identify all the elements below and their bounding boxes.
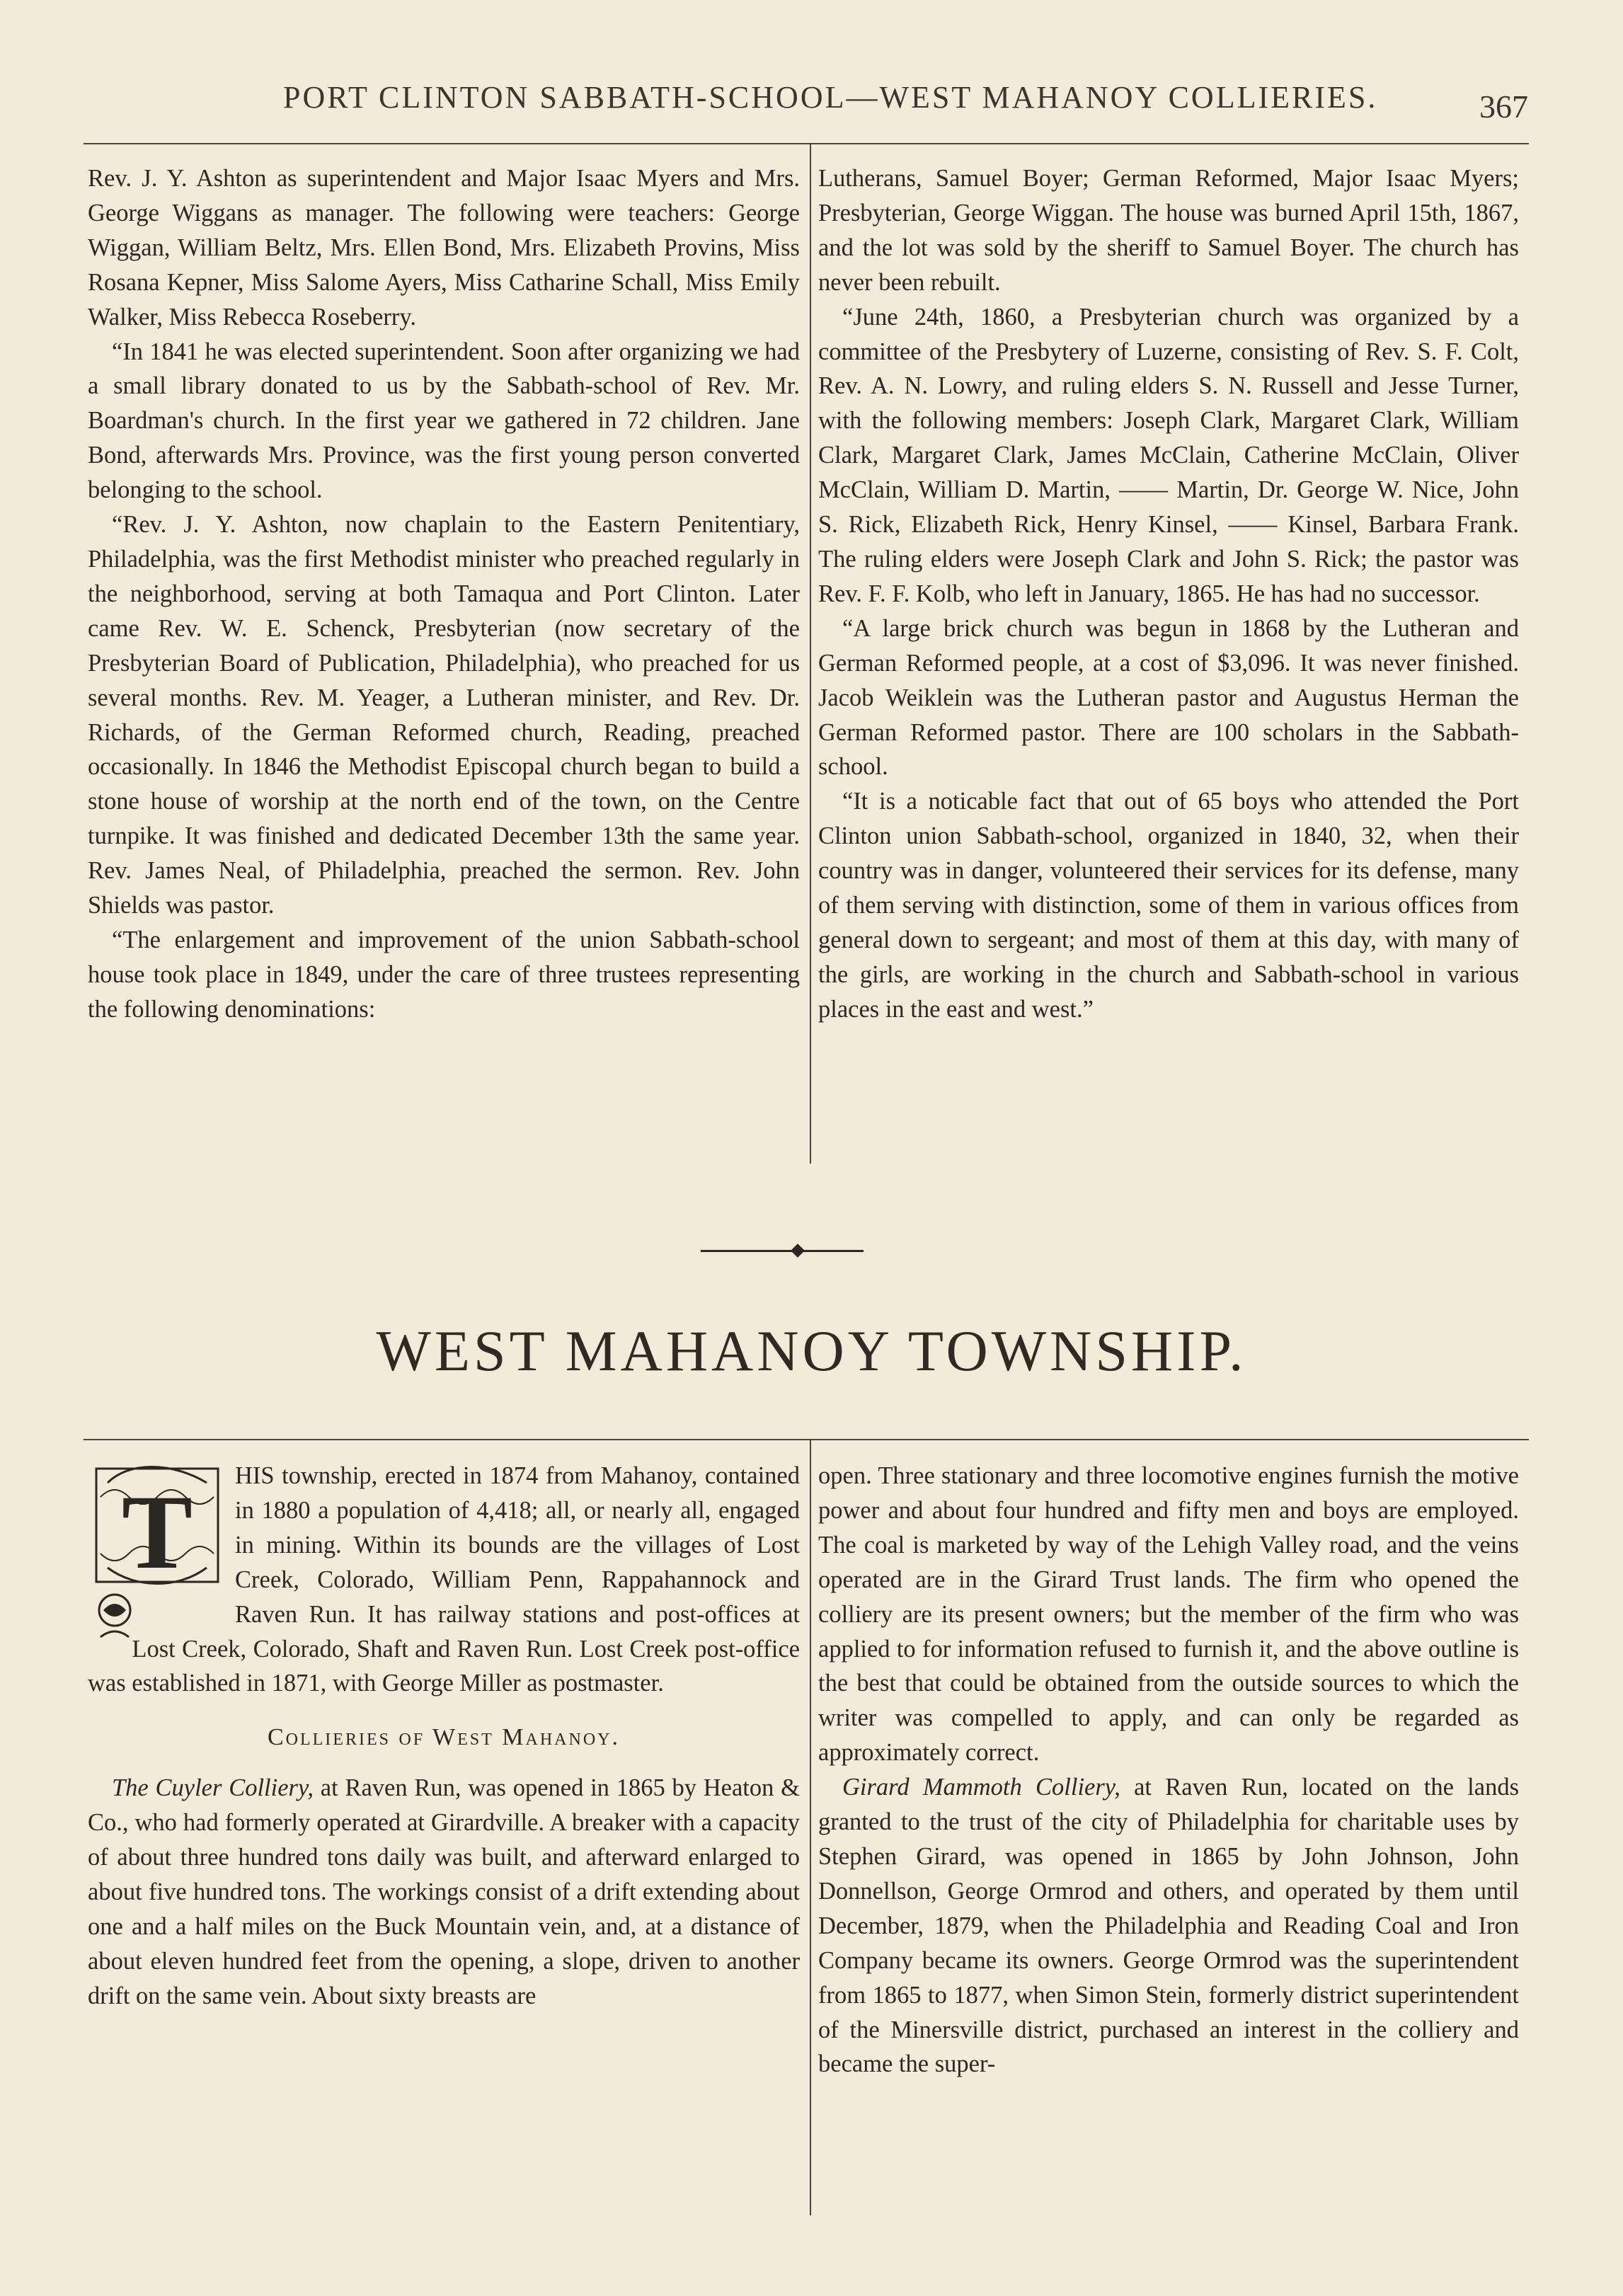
paragraph-text: at Raven Run, located on the lands granted to the trust of the city of Philadelphia for charitable uses by Stephen Girard, was opened in 1865 by John Johnson, John Donnellson, George Ormrod and others, and operated by them until December, 1879, when the Philadelphia and Reading Coal and Iron Company became its owners. George Ormrod was the superintendent from 1865 to 1877, when Simon Stein, formerly district superintendent of the Minersville district, purchased an interest in the colliery and became the super- xyxy=(818,1774,1519,2078)
top-left-column xyxy=(88,161,800,1027)
paragraph: “It is a noticable fact that out of 65 boys who attended the Port Clinton union Sabbath-school, organized in 1840, 32, when their country was in danger, volunteered their services for its defense, many of them serving with distinction, some of them in various offices from general down to sergeant; and most of them at this day, with many of the girls, are working in the church and Sabbath-school in various places in the east and west.” xyxy=(818,788,1519,1023)
paragraph: “A large brick church was begun in 1868 by the Lutheran and German Reformed people, at a cost of $3,096. It was never finished. Jacob Weiklein was the Lutheran pastor and Augustus Herman the German Reformed pastor. There are 100 scholars in the Sabbath-school. xyxy=(818,614,1519,781)
column-divider-top xyxy=(810,144,811,1164)
header-rule xyxy=(84,143,1529,144)
paragraph: “Rev. J. Y. Ashton, now chaplain to the Eastern Penitentiary, Philadelphia, was the first Methodist minister who preached regularly in the neighborhood, serving at both Tamaqua and Port Clinton. Later came Rev. W. E. Schenck, Presbyterian (now secretary of the Presbyterian Board of Publication, Philadelphia), who preached for us several months. Rev. M. Yeager, a Lutheran minister, and Rev. Dr. Richards, of the German Reformed church, Reading, preached occasionally. In 1846 the Methodist Episcopal church began to build a stone house of worship at the north end of the town, on the Centre turnpike. It was finished and dedicated December 13th the same year. Rev. James Neal, of Philadelphia, preached the sermon. Rev. John Shields was pastor. xyxy=(88,511,800,919)
collieries-subheading: Collieries of West Mahanoy. xyxy=(267,1724,621,1751)
column-divider-bottom xyxy=(810,1440,811,2215)
section-ornament xyxy=(701,1250,864,1252)
paragraph: open. Three stationary and three locomotive engines furnish the motive power and about four hundred and fifty men and boys are employed. The coal is marketed by way of the Lehigh Valley road, and the veins operated are in the Girard Trust lands. The firm who opened the colliery are its present owners; but the member of the firm who was applied to for information refused to furnish it, and the above outline is the best that could be obtained from the outside sources to which the writer was compelled to apply, and can only be regarded as approximately correct. xyxy=(818,1462,1519,1767)
paragraph-text: at Raven Run, was opened in 1865 by Heaton & Co., who had formerly operated at Girardville. A breaker with a capacity of about three hundred tons daily was built, and afterward enlarged to about five hundred tons. The workings consist of a drift extending about one and a half miles on the Buck Mountain vein, and, at a distance of about eleven hundred feet from the opening, a slope, driven to another drift on the same vein. About sixty breasts are xyxy=(88,1774,800,2009)
bottom-right-column xyxy=(818,1459,1519,2082)
top-right-column xyxy=(818,161,1519,1027)
paragraph: HIS township, erected in 1874 from Mahanoy, contained in 1880 a population of 4,418; all, or nearly all, engaged in mining. Within its bounds are the villages of Lost Creek, Colorado, William Penn, Rappahannock and Raven Run. It has railway stations and post-offices at Lost Creek, Colorado, Shaft and Raven Run. Lost Creek post-office was established in 1871, with George Miller as postmaster. xyxy=(88,1462,800,1697)
title-rule xyxy=(84,1439,1529,1440)
running-title: PORT CLINTON SABBATH-SCHOOL—WEST MAHANOY COLLIERIES. xyxy=(283,80,1378,115)
paragraph xyxy=(88,1771,800,2013)
section-title: WEST MAHANOY TOWNSHIP. xyxy=(376,1319,1247,1383)
paragraph: Lutherans, Samuel Boyer; German Reformed, Major Isaac Myers; Presbyterian, George Wiggan. The house was burned April 15th, 1867, and the lot was sold by the sheriff to Samuel Boyer. The church has never been rebuilt. xyxy=(818,165,1519,296)
ornamental-initial-icon xyxy=(86,1454,228,1653)
paragraph: “June 24th, 1860, a Presbyterian church was organized by a committee of the Presbytery of Luzerne, consisting of Rev. S. F. Colt, Rev. A. N. Lowry, and ruling elders S. N. Russell and Jesse Turner, with the following members: Joseph Clark, Margaret Clark, William Clark, Margaret Clark, James McClain, Catherine McClain, Oliver McClain, William D. Martin, —— Martin, Dr. George W. Nice, John S. Rick, Elizabeth Rick, Henry Kinsel, —— Kinsel, Barbara Frank. The ruling elders were Joseph Clark and John S. Rick; the pastor was Rev. F. F. Kolb, who left in January, 1865. He has had no successor. xyxy=(818,303,1519,607)
page-number: 367 xyxy=(1479,88,1528,125)
ornament-diamond-icon xyxy=(791,1244,805,1258)
paragraph xyxy=(818,1770,1519,2082)
paragraph: “In 1841 he was elected superintendent. Soon after organizing we had a small library donated to us by the Sabbath-school of Rev. Mr. Boardman's church. In the first year we gathered in 72 children. Jane Bond, afterwards Mrs. Province, was the first young person converted belonging to the school. xyxy=(88,338,800,504)
colliery-name: Girard Mammoth Colliery, xyxy=(842,1774,1120,1801)
colliery-name: The Cuyler Colliery, xyxy=(112,1774,314,1802)
paragraph: Rev. J. Y. Ashton as superintendent and Major Isaac Myers and Mrs. George Wiggans as manager. The following were teachers: George Wiggan, William Beltz, Mrs. Ellen Bond, Mrs. Elizabeth Provins, Miss Rosana Kepner, Miss Salome Ayers, Miss Catharine Schall, Miss Emily Walker, Miss Rebecca Roseberry. xyxy=(88,165,800,331)
bottom-left-column xyxy=(88,1459,800,2014)
dropcap-letter: T xyxy=(121,1474,193,1591)
paragraph: “The enlargement and improvement of the union Sabbath-school house took place in 1849, under the care of three trustees representing the following denominations: xyxy=(88,926,800,1023)
